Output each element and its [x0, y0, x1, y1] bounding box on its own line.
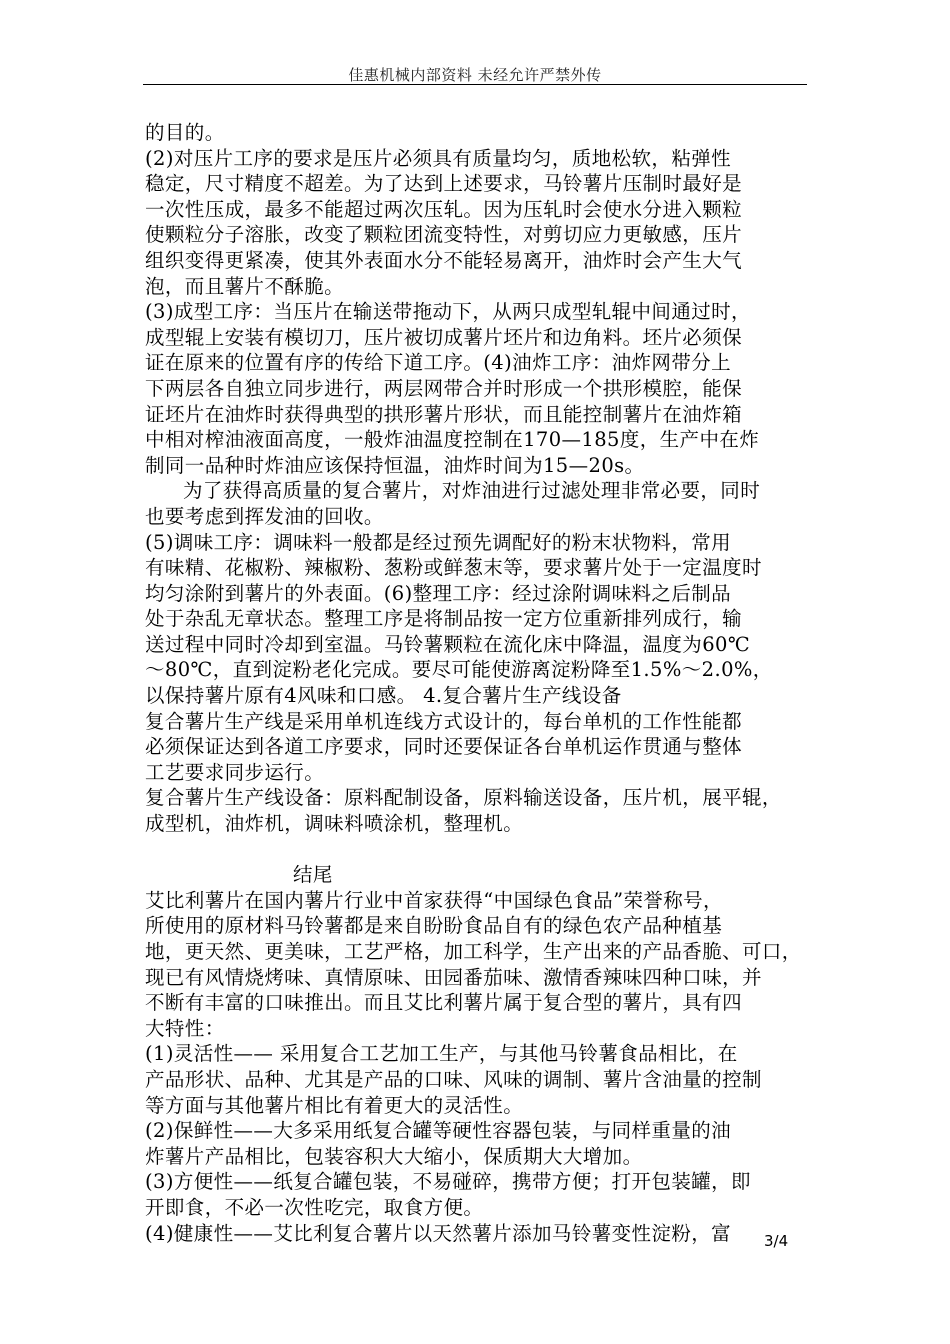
body-line: 处于杂乱无章状态。整理工序是将制品按一定方位重新排列成行，输	[145, 607, 743, 631]
body-line: 工艺要求同步运行。	[145, 760, 325, 784]
body-line: 组织变得更紧凑，使其外表面水分不能轻易离开，油炸时会产生大气	[145, 248, 743, 272]
body-line: 均匀涂附到薯片的外表面。(6)整理工序：经过涂附调味料之后制品	[145, 581, 732, 605]
body-line: 所使用的原材料马铃薯都是来自盼盼食品自有的绿色农产品种植基	[145, 914, 723, 938]
blank-line	[145, 837, 813, 863]
body-line: 的目的。	[145, 121, 225, 144]
section-heading: 结尾	[293, 863, 333, 887]
body-line: (4)健康性——艾比利复合薯片以天然薯片添加马铃薯变性淀粉，富	[145, 1221, 732, 1245]
header-divider	[143, 84, 807, 85]
body-line: 稳定，尺寸精度不超差。为了达到上述要求，马铃薯片压制时最好是	[145, 172, 743, 196]
document-body	[145, 120, 813, 1246]
body-line: 送过程中同时冷却到室温。马铃薯颗粒在流化床中降温，温度为60℃	[145, 632, 751, 656]
body-line: 艾比利薯片在国内薯片行业中首家获得“中国绿色食品”荣誉称号，	[145, 888, 723, 912]
header-text: 佳惠机械内部资料 未经允许严禁外传	[348, 66, 602, 84]
body-line: 下两层各自独立同步进行，两层网带合并时形成一个拱形模腔，能保	[145, 376, 743, 400]
body-line: 证在原来的位置有序的传给下道工序。(4)油炸工序：油炸网带分上	[145, 351, 732, 375]
body-line: ～80℃，直到淀粉老化完成。要尽可能使游离淀粉降至1.5%～2.0%，	[145, 658, 773, 682]
body-line: 为了获得高质量的复合薯片，对炸油进行过滤处理非常必要，同时	[183, 479, 761, 503]
body-line: 炸薯片产品相比，包装容积大大缩小，保质期大大增加。	[145, 1144, 643, 1168]
body-line: (2)对压片工序的要求是压片必须具有质量均匀，质地松软，粘弹性	[145, 146, 732, 170]
body-line: 也要考虑到挥发油的回收。	[145, 504, 384, 528]
body-line: 制同一品种时炸油应该保持恒温，油炸时间为15—20s。	[145, 453, 645, 477]
body-line: 必须保证达到各道工序要求，同时还要保证各台单机运作贯通与整体	[145, 735, 743, 759]
body-line: 成型机，油炸机，调味料喷涂机，整理机。	[145, 812, 524, 836]
body-line: (3)成型工序：当压片在输送带拖动下，从两只成型轧辊中间通过时，	[145, 300, 751, 324]
body-line: 开即食，不必一次性吃完，取食方便。	[145, 1195, 484, 1219]
body-line: 一次性压成，最多不能超过两次压轧。因为压轧时会使水分进入颗粒	[145, 197, 743, 221]
body-line: 中相对榨油液面高度，一般炸油温度控制在170—185度，生产中在炸	[145, 428, 760, 452]
body-line: 不断有丰富的口味推出。而且艾比利薯片属于复合型的薯片，具有四	[145, 991, 743, 1015]
body-line: 大特性：	[145, 1016, 225, 1040]
body-line: 等方面与其他薯片相比有着更大的灵活性。	[145, 1093, 524, 1117]
page-number: 3/4	[764, 1232, 789, 1250]
body-line: 现已有风情烧烤味、真情原味、田园番茄味、激情香辣味四种口味，并	[145, 965, 762, 989]
body-line: 证坯片在油炸时获得典型的拱形薯片形状，而且能控制薯片在油炸箱	[145, 402, 743, 426]
body-line: 有味精、花椒粉、辣椒粉、葱粉或鲜葱末等，要求薯片处于一定温度时	[145, 556, 762, 580]
body-line: (1)灵活性—— 采用复合工艺加工生产，与其他马铃薯食品相比，在	[145, 1042, 738, 1066]
body-line: 使颗粒分子溶胀，改变了颗粒团流变特性，对剪切应力更敏感，压片	[145, 223, 743, 247]
body-line: 复合薯片生产线是采用单机连线方式设计的，每台单机的工作性能都	[145, 709, 743, 733]
body-line: (5)调味工序：调味料一般都是经过预先调配好的粉末状物料，常用	[145, 530, 732, 554]
body-line: 地，更天然、更美味，工艺严格，加工科学，生产出来的产品香脆、可口，	[145, 940, 802, 963]
body-line: (3)方便性——纸复合罐包装，不易碰碎，携带方便；打开包装罐，即	[145, 1170, 751, 1194]
body-line: (2)保鲜性——大多采用纸复合罐等硬性容器包装，与同样重量的油	[145, 1119, 732, 1143]
body-line: 复合薯片生产线设备：原料配制设备，原料输送设备，压片机，展平辊，	[145, 786, 782, 810]
body-line: 成型辊上安装有模切刀，压片被切成薯片坯片和边角料。坯片必须保	[145, 325, 743, 349]
body-line: 产品形状、品种、尤其是产品的口味、风味的调制、薯片含油量的控制	[145, 1067, 762, 1091]
body-line: 以保持薯片原有4风味和口感。 4.复合薯片生产线设备	[145, 684, 622, 708]
body-line: 泡，而且薯片不酥脆。	[145, 274, 345, 298]
